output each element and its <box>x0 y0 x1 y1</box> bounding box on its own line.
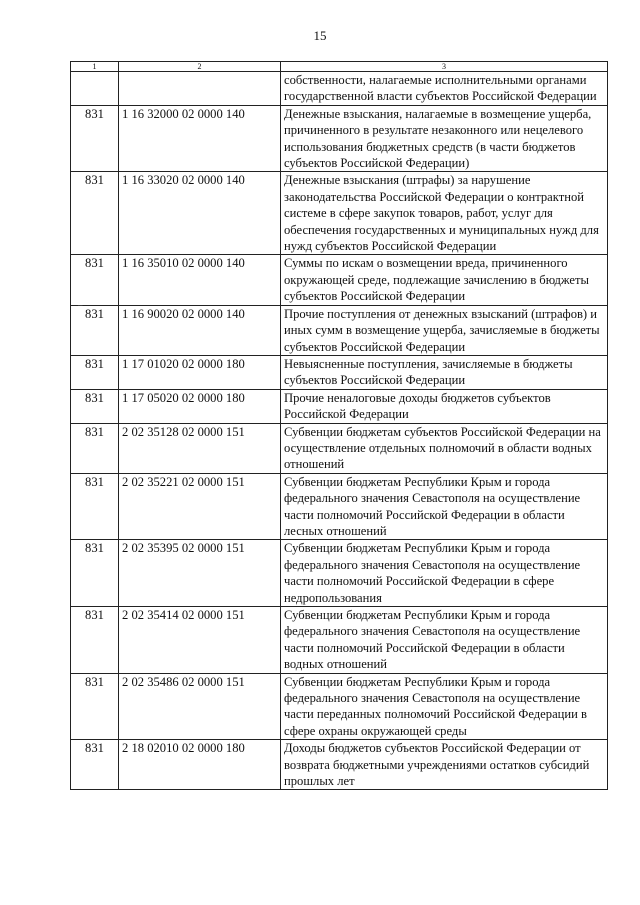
column-number-1: 1 <box>71 62 119 72</box>
column-number-2: 2 <box>119 62 281 72</box>
admin-code-cell: 831 <box>71 540 119 607</box>
admin-code-cell: 831 <box>71 105 119 172</box>
admin-code-cell: 831 <box>71 305 119 355</box>
revenue-name-cell: Субвенции бюджетам Республики Крым и города федерального значения Севастополя на осуществление части переданных полномочий Российской Федерации в сфере охраны окружающей среды <box>281 673 608 740</box>
revenue-code-cell: 2 18 02010 02 0000 180 <box>119 740 281 790</box>
admin-code-cell: 831 <box>71 673 119 740</box>
table-row <box>71 72 608 106</box>
column-number-3: 3 <box>281 62 608 72</box>
revenue-code-cell: 1 17 01020 02 0000 180 <box>119 355 281 389</box>
table-row <box>71 355 608 389</box>
revenue-name-cell: Субвенции бюджетам Республики Крым и города федерального значения Севастополя на осуществление части полномочий Российской Федерации в области водных отношений <box>281 607 608 674</box>
admin-code-cell <box>71 72 119 106</box>
revenue-code-cell <box>119 72 281 106</box>
table-row <box>71 423 608 473</box>
revenue-name-cell: Субвенции бюджетам Республики Крым и города федерального значения Севастополя на осуществление части полномочий Российской Федерации в сфере недропользования <box>281 540 608 607</box>
table-row <box>71 673 608 740</box>
budget-revenue-table <box>70 61 608 790</box>
revenue-code-cell: 2 02 35414 02 0000 151 <box>119 607 281 674</box>
scan-mark: – <box>78 300 83 310</box>
revenue-code-cell: 2 02 35128 02 0000 151 <box>119 423 281 473</box>
revenue-code-cell: 1 16 32000 02 0000 140 <box>119 105 281 172</box>
revenue-name-cell: Денежные взыскания (штрафы) за нарушение законодательства Российской Федерации о контрактной системе в сфере закупок товаров, работ, услуг для обеспечения государственных и муниципальных нужд для нужд субъектов Российской Федерации <box>281 172 608 255</box>
table-row <box>71 389 608 423</box>
revenue-code-cell: 2 02 35395 02 0000 151 <box>119 540 281 607</box>
revenue-code-cell: 1 16 35010 02 0000 140 <box>119 255 281 305</box>
revenue-code-cell: 2 02 35486 02 0000 151 <box>119 673 281 740</box>
admin-code-cell: 831 <box>71 473 119 540</box>
table-row <box>71 305 608 355</box>
admin-code-cell: 831 <box>71 607 119 674</box>
revenue-code-cell: 1 16 33020 02 0000 140 <box>119 172 281 255</box>
revenue-name-cell: Прочие неналоговые доходы бюджетов субъектов Российской Федерации <box>281 389 608 423</box>
admin-code-cell: 831 <box>71 740 119 790</box>
table-row <box>71 607 608 674</box>
revenue-code-cell: 2 02 35221 02 0000 151 <box>119 473 281 540</box>
revenue-name-cell: Суммы по искам о возмещении вреда, причиненного окружающей среде, подлежащие зачислению в бюджеты субъектов Российской Федерации <box>281 255 608 305</box>
revenue-name-cell: Субвенции бюджетам Республики Крым и города федерального значения Севастополя на осуществление части полномочий Российской Федерации в области лесных отношений <box>281 473 608 540</box>
revenue-name-cell: Невыясненные поступления, зачисляемые в бюджеты субъектов Российской Федерации <box>281 355 608 389</box>
table-row <box>71 172 608 255</box>
column-number-row <box>71 62 608 72</box>
admin-code-cell: 831 <box>71 255 119 305</box>
revenue-name-cell: собственности, налагаемые исполнительными органами государственной власти субъектов Российской Федерации <box>281 72 608 106</box>
table-row <box>71 255 608 305</box>
admin-code-cell: 831 <box>71 355 119 389</box>
admin-code-cell: 831 <box>71 172 119 255</box>
admin-code-cell: 831 <box>71 423 119 473</box>
revenue-code-cell: 1 17 05020 02 0000 180 <box>119 389 281 423</box>
revenue-name-cell: Прочие поступления от денежных взысканий (штрафов) и иных сумм в возмещение ущерба, зачисляемые в бюджеты субъектов Российской Федерации <box>281 305 608 355</box>
revenue-name-cell: Субвенции бюджетам субъектов Российской Федерации на осуществление отдельных полномочий в области водных отношений <box>281 423 608 473</box>
table-row <box>71 105 608 172</box>
page-number: 15 <box>313 28 327 43</box>
table-row <box>71 740 608 790</box>
table-row <box>71 540 608 607</box>
table-row <box>71 473 608 540</box>
revenue-name-cell: Денежные взыскания, налагаемые в возмещение ущерба, причиненного в результате незаконного или нецелевого использования бюджетных средств (в части бюджетов субъектов Российской Федерации) <box>281 105 608 172</box>
admin-code-cell: 831 <box>71 389 119 423</box>
revenue-code-cell: 1 16 90020 02 0000 140 <box>119 305 281 355</box>
revenue-name-cell: Доходы бюджетов субъектов Российской Федерации от возврата бюджетными учреждениями остатков субсидий прошлых лет <box>281 740 608 790</box>
